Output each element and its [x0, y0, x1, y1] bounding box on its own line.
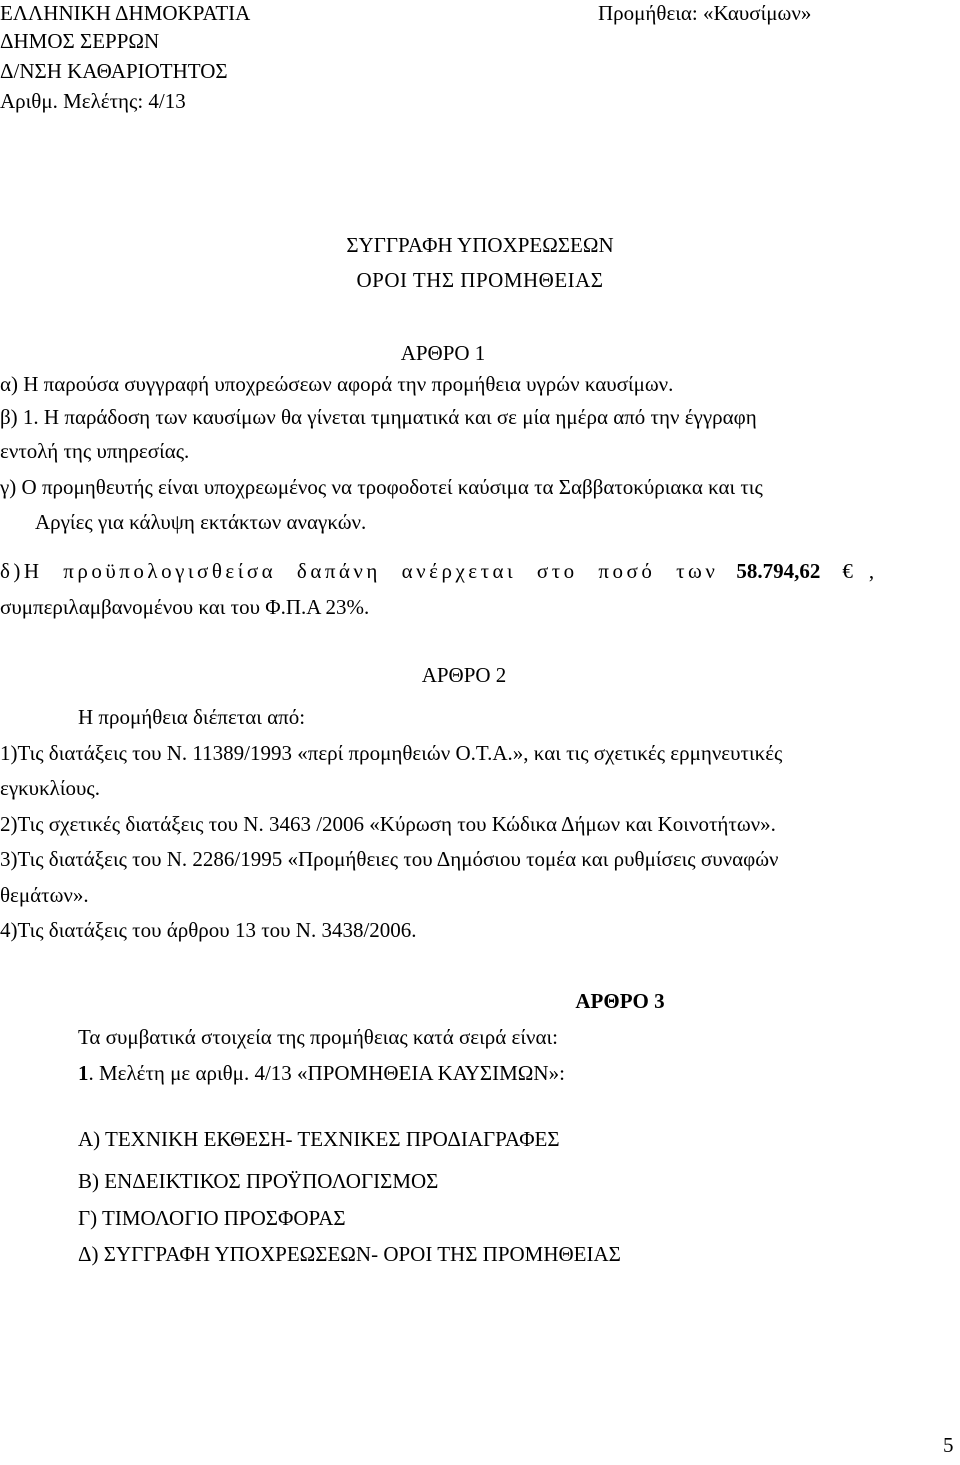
article-3-item-1-text: . Μελέτη με αριθμ. 4/13 «ΠΡΟΜΗΘΕΙΑ ΚΑΥΣΙΜΩΝ»: [88, 1061, 565, 1085]
article-1-item-c-line1: γ) Ο προμηθευτής είναι υποχρεωμένος να τροφοδοτεί καύσιμα τα Σαββατοκύριακα και τις [0, 475, 763, 499]
header-procurement-subject: Προμήθεια: «Καυσίμων» [598, 1, 812, 25]
budget-amount: 58.794,62 [736, 559, 821, 583]
article-1-item-a: α) Η παρούσα συγγραφή υποχρεώσεων αφορά την προμήθεια υγρών καυσίμων. [0, 372, 674, 396]
article-2-item-1-line1: 1)Τις διατάξεις του Ν. 11389/1993 «περί προμηθειών Ο.Τ.Α.», και τις σχετικές ερμηνευτικές [0, 741, 783, 765]
header-line-study-number: Αριθμ. Μελέτης: 4/13 [0, 89, 186, 113]
article-1-heading: ΑΡΘΡΟ 1 [400, 341, 486, 365]
article-2-item-4: 4)Τις διατάξεις του άρθρου 13 του Ν. 3438/2006. [0, 918, 417, 942]
article-2-item-1-line2: εγκυκλίους. [0, 776, 100, 800]
article-2-item-3-line1: 3)Τις διατάξεις του Ν. 2286/1995 «Προμήθειες του Δημόσιου τομέα και ρυθμίσεις συναφών [0, 847, 779, 871]
article-3-item-1-number: 1 [78, 1061, 89, 1085]
contract-document-a: Α) ΤΕΧΝΙΚΗ ΕΚΘΕΣΗ- ΤΕΧΝΙΚΕΣ ΠΡΟΔΙΑΓΡΑΦΕΣ [78, 1127, 560, 1151]
article-1-item-b-line1: β) 1. Η παράδοση των καυσίμων θα γίνεται τμηματικά και σε μία ημέρα από την έγγραφη [0, 405, 757, 429]
article-3-item-1 [78, 1060, 565, 1086]
contract-document-b: Β) ΕΝΔΕΙΚΤΙΚΟΣ ΠΡΟΫΠΟΛΟΓΙΣΜΟΣ [78, 1169, 439, 1193]
contract-document-c: Γ) ΤΙΜΟΛΟΓΙΟ ΠΡΟΣΦΟΡΑΣ [78, 1206, 346, 1230]
header-line-country: ΕΛΛΗΝΙΚΗ ΔΗΜΟΚΡΑΤΙΑ [0, 1, 251, 25]
header-line-department: Δ/ΝΣΗ ΚΑΘΑΡΙΟΤΗΤΟΣ [0, 59, 228, 83]
budget-comma: , [868, 559, 875, 583]
article-2-heading: ΑΡΘΡΟ 2 [421, 663, 507, 687]
article-2-item-3-line2: θεμάτων». [0, 883, 89, 907]
article-1-item-c-line2: Αργίες για κάλυψη εκτάκτων αναγκών. [35, 510, 367, 534]
article-3-intro: Τα συμβατικά στοιχεία της προμήθειας κατά σειρά είναι: [78, 1025, 558, 1049]
article-3-heading: ΑΡΘΡΟ 3 [575, 989, 665, 1013]
document-title: ΣΥΓΓΡΑΦΗ ΥΠΟΧΡΕΩΣΕΩΝ [346, 233, 614, 257]
contract-document-d: Δ) ΣΥΓΓΡΑΦΗ ΥΠΟΧΡΕΩΣΕΩΝ- ΟΡΟΙ ΤΗΣ ΠΡΟΜΗΘΕΙΑΣ [78, 1242, 621, 1266]
article-1-item-b-line2: εντολή της υπηρεσίας. [0, 439, 190, 463]
budget-text: δ)Η προϋπολογισθείσα δαπάνη ανέρχεται στο ποσό των [0, 559, 719, 583]
article-2-intro: Η προμήθεια διέπεται από: [78, 705, 306, 729]
article-2-item-2: 2)Τις σχετικές διατάξεις του Ν. 3463 /2006 «Κύρωση του Κώδικα Δήμων και Κοινοτήτων». [0, 812, 776, 836]
euro-symbol: € [842, 559, 853, 583]
page-number: 5 [943, 1433, 954, 1457]
header-line-municipality: ΔΗΜΟΣ ΣΕΡΡΩΝ [0, 29, 160, 53]
article-1-item-d-line1 [0, 558, 874, 584]
document-subtitle: ΟΡΟΙ ΤΗΣ ΠΡΟΜΗΘΕΙΑΣ [356, 268, 604, 292]
article-1-item-d-line2: συμπεριλαμβανομένου και του Φ.Π.Α 23%. [0, 595, 370, 619]
